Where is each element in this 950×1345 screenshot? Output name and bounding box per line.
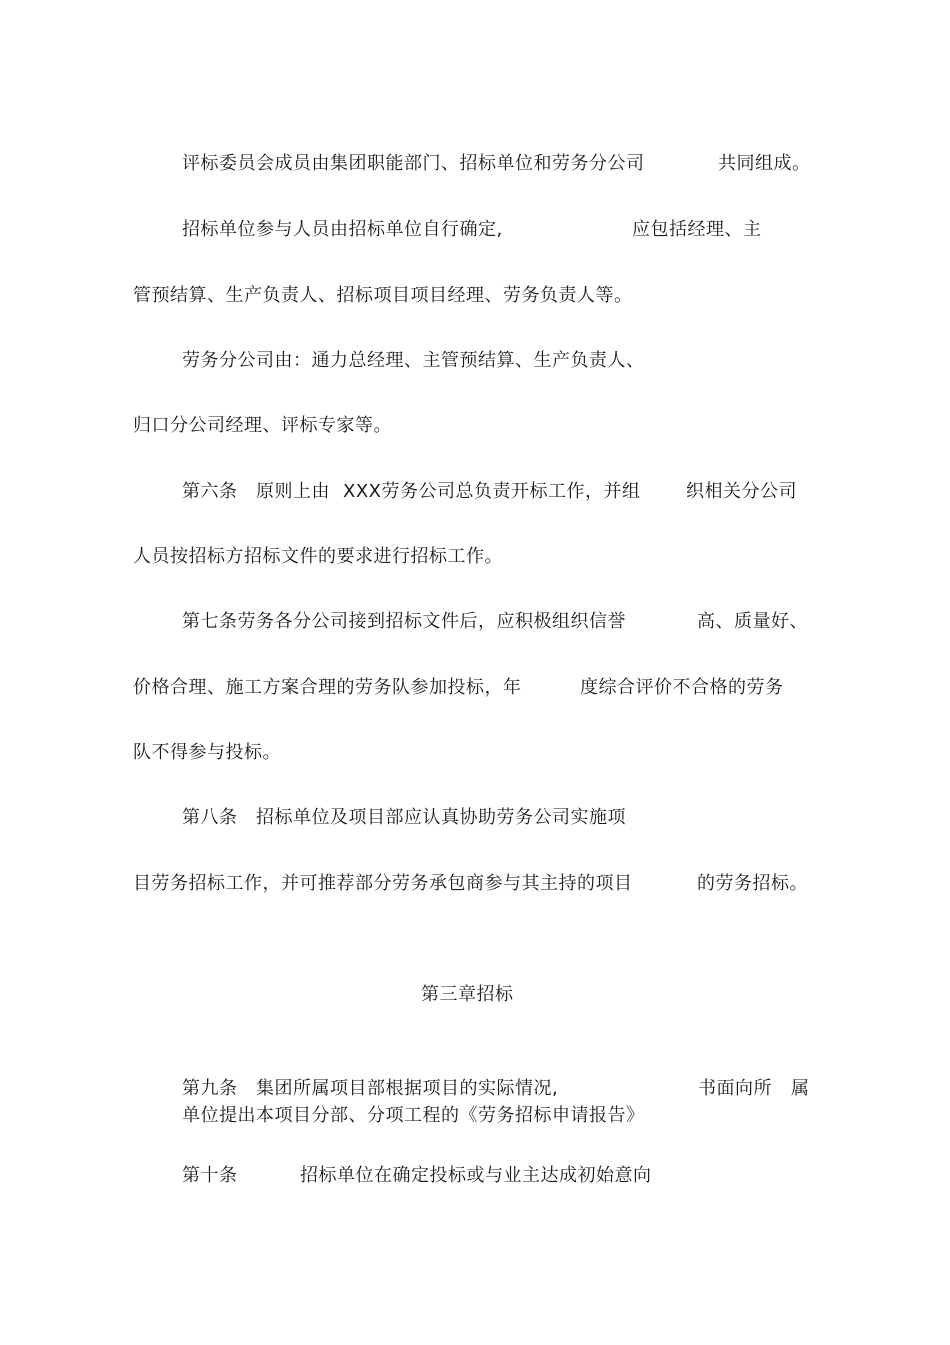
paragraph-line [698,1077,772,1101]
paragraph-line [300,1164,652,1188]
text-segment: 第三章招标 [421,984,514,1005]
paragraph-line [686,480,797,504]
text-segment: 价格合理、施工方案合理的劳务队参加投标，年 [133,677,522,698]
paragraph-line [256,1077,558,1101]
paragraph-line [718,152,811,176]
text-segment: 书面向所 [698,1078,772,1099]
paragraph-line [182,610,626,634]
paragraph-line [182,152,645,176]
text-segment: 属 [791,1078,810,1099]
text-segment: 的劳务招标。 [697,873,808,894]
text-segment: 应包括经理、主 [632,219,762,240]
paragraph-line [343,480,641,504]
text-segment: 第六条 [182,481,238,502]
text-segment: 归口分公司经理、评标专家等。 [133,415,392,436]
text-segment: 织相关分公司 [686,481,797,502]
text-segment: 队不得参与投标。 [133,742,281,763]
text-segment: 高、质量好、 [697,611,808,632]
paragraph-line [580,676,784,700]
text-segment: 第十条 [182,1165,238,1186]
text-segment: 招标单位在确定投标或与业主达成初始意向 [300,1165,652,1186]
text-segment: 共同组成。 [718,153,811,174]
text-segment: 招标单位参与人员由招标单位自行确定, [182,219,503,240]
paragraph-line [182,1104,645,1128]
paragraph-line [133,545,503,569]
text-segment: 评标委员会成员由集团职能部门、招标单位和劳务分公司 [182,153,645,174]
text-segment: 度综合评价不合格的劳务 [580,677,784,698]
paragraph-line [182,218,503,242]
paragraph-line [182,349,645,373]
chapter-heading [421,983,514,1007]
text-segment: 劳务分公司由：通力总经理、主管预结算、生产负责人、 [182,350,645,371]
article-label [182,480,238,504]
paragraph-line [133,414,392,438]
text-segment: 集团所属项目部根据项目的实际情况, [256,1078,559,1099]
article-label [182,1164,238,1188]
paragraph-line [133,284,633,308]
paragraph-line [697,872,808,896]
paragraph-line [256,806,626,830]
article-label [182,1077,238,1101]
text-segment: 单位提出本项目分部、分项工程的《劳务招标申请报告》 [182,1105,645,1126]
text-segment: 招标单位及项目部应认真协助劳务公司实施项 [256,807,626,828]
paragraph-line [133,676,522,700]
article-label [182,806,238,830]
paragraph-line [791,1077,810,1101]
text-segment: 原则上由 [256,481,330,502]
text-segment: 第八条 [182,807,238,828]
text-segment: 人员按招标方招标文件的要求进行招标工作。 [133,546,503,567]
paragraph-line [632,218,762,242]
text-segment: 管预结算、生产负责人、招标项目项目经理、劳务负责人等。 [133,285,633,306]
paragraph-line [133,741,281,765]
text-segment: 第九条 [182,1078,238,1099]
paragraph-line [697,610,808,634]
text-segment: 第七条劳务各分公司接到招标文件后，应积极组织信誉 [182,611,626,632]
text-segment: XXX劳务公司总负责开标工作，并组 [343,481,641,502]
text-segment: 目劳务招标工作，并可推荐部分劳务承包商参与其主持的项目 [133,873,633,894]
paragraph-line [256,480,330,504]
paragraph-line [133,872,633,896]
